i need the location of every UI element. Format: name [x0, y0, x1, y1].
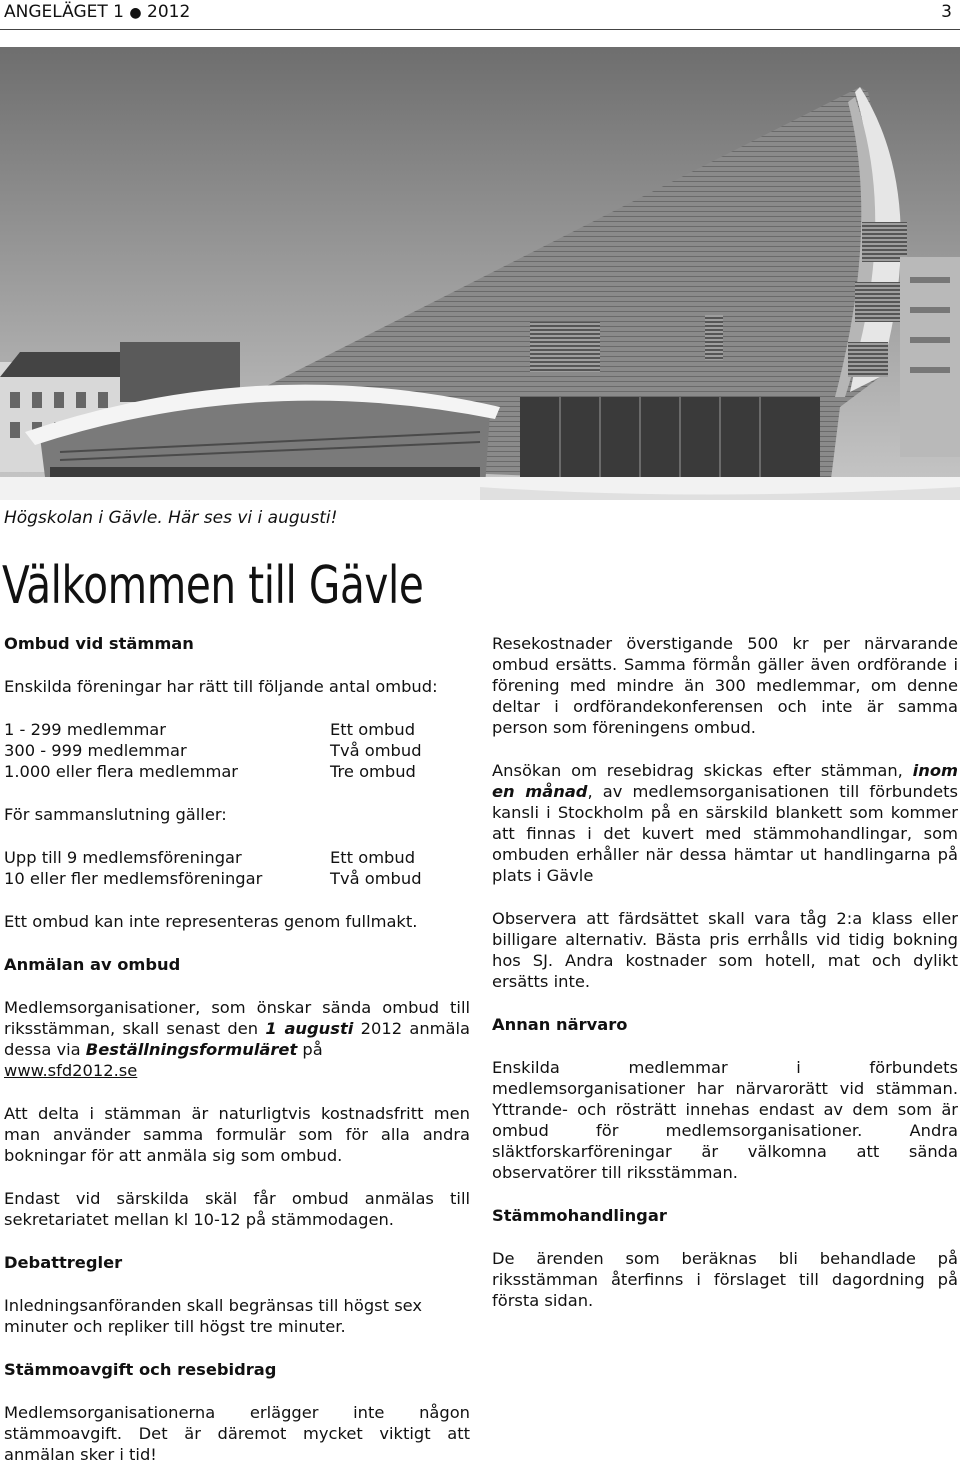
anmalan-text-b: 2012 anmäla dessa via	[4, 1019, 470, 1059]
delegate-count: Ett ombud	[330, 848, 416, 867]
header-rule	[0, 29, 960, 30]
page-number: 3	[941, 2, 952, 22]
federation-row	[4, 847, 470, 868]
publication-name: ANGELÄGET 1	[4, 2, 124, 22]
fardsatt-text: Observera att färdsättet skall vara tåg 2:a klass eller billigare alternativ. Bästa pris errhålls vid tidig bokning hos SJ. Andra kostnader som hotell, mat och dylikt ersätts inte.	[492, 909, 958, 991]
registration-link[interactable]: www.sfd2012.se	[4, 1061, 138, 1080]
ombud-intro: Enskilda föreningar har rätt till följande antal ombud:	[4, 677, 438, 696]
fullmakt-note: Ett ombud kan inte representeras genom fullmakt.	[4, 912, 418, 931]
members-table	[4, 719, 470, 782]
avgift-text: Medlemsorganisationerna erlägger inte någon stämmoavgift. Det är däremot mycket viktigt att anmälan sker i tid!	[4, 1403, 470, 1464]
ansokan-text-b: , av medlemsorganisationen till förbundets kansli i Stockholm på en särskild blankett som kommer att finnas i det kuvert med stämmohandlingar, som ombuden erhåller när dessa hämtar ut handlingarna på plats i Gävle	[492, 782, 958, 885]
federation-range: Upp till 9 medlemsföreningar	[4, 848, 242, 867]
publication-year: 2012	[147, 2, 191, 22]
delegate-count: Tre ombud	[330, 762, 416, 781]
delegate-count: Ett ombud	[330, 720, 416, 739]
federation-row	[4, 868, 470, 889]
sarskilda-text: Endast vid särskilda skäl får ombud anmälas till sekretariatet mellan kl 10-12 på stämmodagen.	[4, 1189, 470, 1229]
delegate-count: Två ombud	[330, 741, 422, 760]
members-row	[4, 740, 470, 761]
page-title: Välkommen till Gävle	[2, 556, 424, 616]
resekostnader-text: Resekostnader överstigande 500 kr per närvarande ombud ersätts. Samma förmån gäller även ordförande i förening med mindre än 300 medlemmar, om denne deltar i ordförandekonferensen och inte är samma person som föreningens ombud.	[492, 634, 958, 737]
member-range: 1 - 299 medlemmar	[4, 720, 166, 739]
running-head	[4, 2, 190, 22]
anmalan-text-c: på	[297, 1040, 323, 1059]
deadline-date: 1 augusti	[265, 1019, 354, 1038]
photo-caption: Högskolan i Gävle. Här ses vi i augusti!	[4, 508, 338, 528]
members-row	[4, 761, 470, 782]
debatt-text: Inledningsanföranden skall begränsas till högst sex minuter och repliker till högst tre minuter.	[4, 1296, 423, 1336]
kostnadsfritt-text: Att delta i stämman är naturligtvis kostnadsfritt men man använder samma formulär som för alla andra bokningar för att anmäla sig som ombud.	[4, 1104, 470, 1165]
ansokan-text-a: Ansökan om resebidrag skickas efter stämman,	[492, 761, 913, 780]
right-column	[492, 633, 958, 1311]
bullet-icon: ●	[129, 5, 142, 21]
sammanslutning-label: För sammanslutning gäller:	[4, 805, 227, 824]
heading-narvaro: Annan närvaro	[492, 1015, 628, 1034]
heading-ombud: Ombud vid stämman	[4, 634, 194, 653]
members-row	[4, 719, 470, 740]
handlingar-text: De ärenden som beräknas bli behandlade på riksstämman återfinns i förslaget till dagordning på första sidan.	[492, 1249, 958, 1310]
heading-handlingar: Stämmohandlingar	[492, 1206, 667, 1225]
heading-avgift: Stämmoavgift och resebidrag	[4, 1360, 277, 1379]
anmalan-text	[4, 997, 470, 1081]
left-column	[4, 633, 470, 1465]
ansokan-text	[492, 760, 958, 886]
anmalan-text-a: Medlemsorganisationer, som önskar sända ombud till riksstämman, skall senast den	[4, 998, 470, 1038]
heading-debatt: Debattregler	[4, 1253, 123, 1272]
page-header	[0, 0, 960, 28]
member-range: 300 - 999 medlemmar	[4, 741, 187, 760]
member-range: 1.000 eller flera medlemmar	[4, 762, 238, 781]
federation-table	[4, 847, 470, 889]
narvaro-text: Enskilda medlemmar i förbundets medlemsorganisationer har närvarorätt vid stämman. Yttrande- och rösträtt innehas endast av dem som är ombud för medlemsorganisationer. Andra släktforskarföreningar är välkomna att sända observatörer till riksstämman.	[492, 1058, 958, 1182]
delegate-count: Två ombud	[330, 869, 422, 888]
heading-anmalan: Anmälan av ombud	[4, 955, 181, 974]
federation-range: 10 eller fler medlemsföreningar	[4, 869, 263, 888]
ansokan-deadline: inom en månad	[492, 761, 958, 801]
building-photo	[0, 47, 960, 500]
form-name: Beställningsformuläret	[85, 1040, 298, 1059]
